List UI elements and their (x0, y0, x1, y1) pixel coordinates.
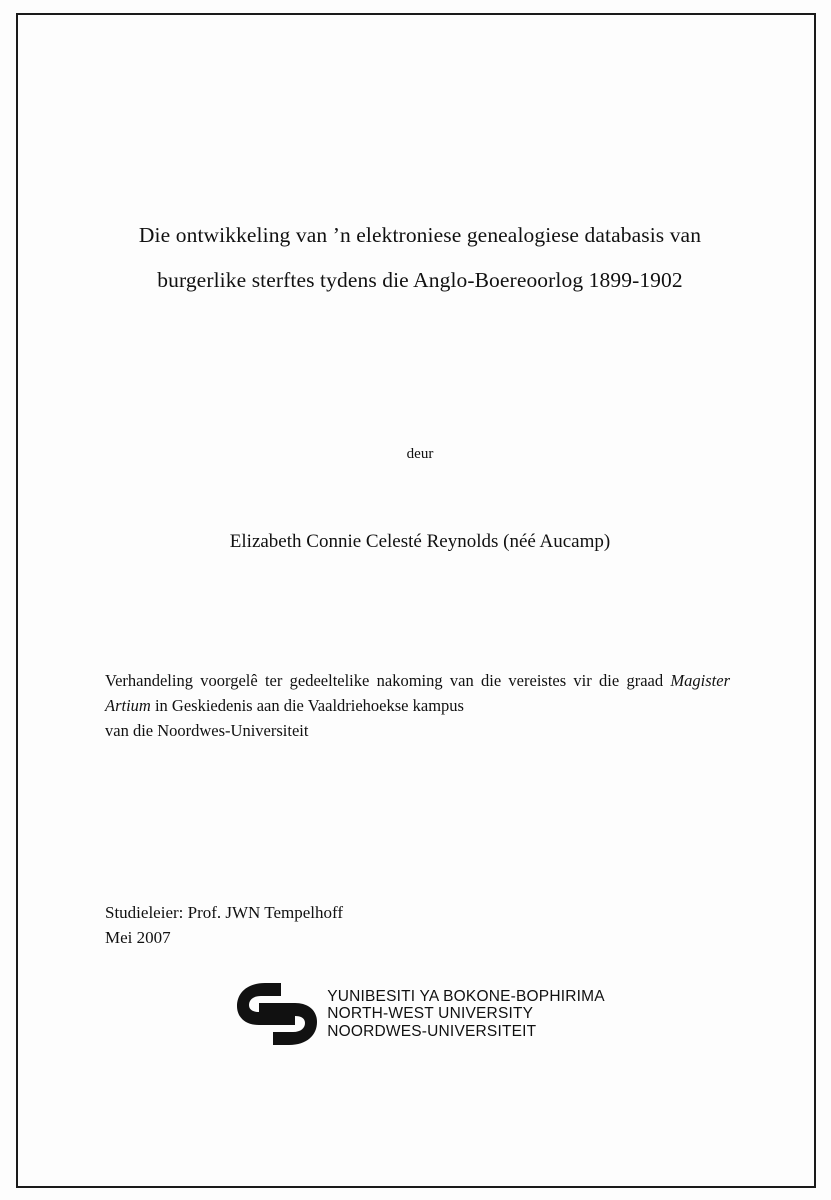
submission-statement (105, 668, 730, 743)
university-logo-text (327, 988, 605, 1041)
page-title (100, 213, 740, 303)
supervisor-line: Studieleier: Prof. JWN Tempelhoff (105, 903, 344, 922)
title-line-2: burgerlike sterftes tydens die Anglo-Boereoorlog 1899-1902 (157, 268, 683, 292)
university-logo (100, 981, 740, 1047)
page-content (100, 13, 740, 1188)
logo-line-3: NOORDWES-UNIVERSITEIT (327, 1022, 537, 1040)
submission-text-before: Verhandeling voorgelê ter gedeeltelike nakoming van die vereistes vir die graad (105, 671, 671, 690)
logo-line-2: NORTH-WEST UNIVERSITY (327, 1005, 534, 1023)
author-name: Elizabeth Connie Celesté Reynolds (néé Aucamp) (229, 531, 611, 552)
submission-institution: van die Noordwes-Universiteit (105, 721, 309, 740)
submission-text-after: in Geskiedenis aan die Vaaldriehoekse kampus (150, 696, 464, 715)
logo-line-1: YUNIBESITI YA BOKONE-BOPHIRIMA (327, 987, 605, 1005)
submission-paragraph (105, 668, 730, 718)
date-line: Mei 2007 (105, 928, 171, 947)
title-line-1: Die ontwikkeling van ’n elektroniese genealogiese databasis van (138, 223, 702, 247)
north-west-university-logo-icon (235, 981, 319, 1047)
degree-name: Magister Artium (105, 671, 730, 715)
supervisor-block (105, 900, 730, 950)
by-word: deur (406, 446, 434, 462)
